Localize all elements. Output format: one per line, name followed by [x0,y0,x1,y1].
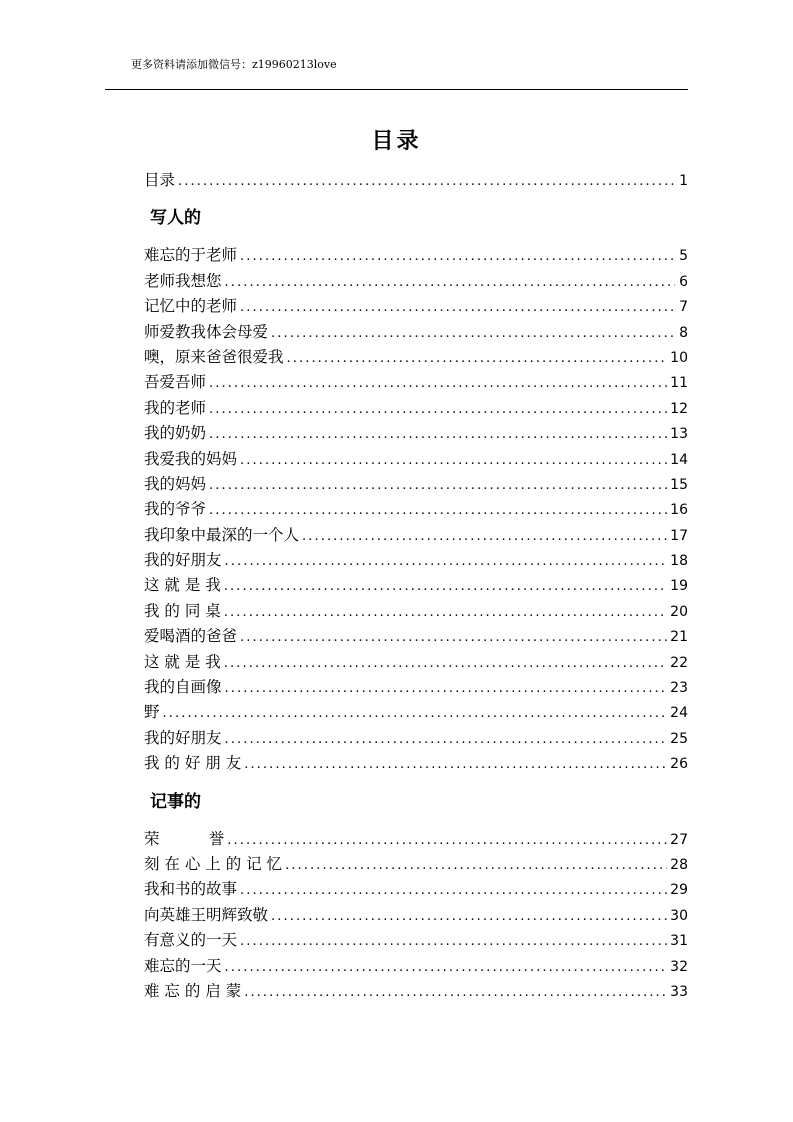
dot-leader [244,752,667,777]
toc-entry[interactable] [144,624,688,649]
dot-leader [209,498,667,523]
toc-entry-label: 我的奶奶 [144,424,207,443]
toc-entry-label: 我的妈妈 [144,474,207,493]
toc-entry-label: 噢，原来爸爸很爱我 [144,347,284,366]
toc-entry[interactable] [144,954,688,979]
toc-entry-page: 29 [670,882,688,899]
toc-entry-label: 我 的 同 桌 [144,601,221,620]
toc-entry-page: 22 [670,654,688,671]
toc-entry-label: 难 忘 的 启 蒙 [144,981,242,1000]
toc-entry-label: 这 就 是 我 [144,576,221,595]
dot-leader [178,169,675,194]
toc-entry-page: 23 [670,680,688,697]
toc-entry-page: 18 [670,553,688,570]
toc-entry-page: 30 [670,907,688,924]
toc-sections [144,193,688,1004]
dot-leader [302,524,667,549]
dot-leader [240,878,667,903]
toc-entry-page: 24 [670,705,688,722]
toc-entry-page: 5 [679,248,688,265]
toc-entry-label: 我的自画像 [144,678,222,697]
dot-leader [224,651,667,676]
toc-entry[interactable] [144,928,688,953]
toc-entry[interactable] [144,751,688,776]
dot-leader [285,853,667,878]
toc-entry-label: 荣 誉 [144,829,225,848]
toc-entry-label: 师爱教我体会母爱 [144,322,269,341]
toc-entry-label: 野 [144,703,160,722]
toc-entry[interactable] [144,168,688,193]
dot-leader [163,701,668,726]
dot-leader [240,295,675,320]
toc-entry-page: 32 [670,958,688,975]
toc-entry[interactable] [144,852,688,877]
toc-entry-page: 31 [670,933,688,950]
toc-entry[interactable] [144,979,688,1004]
toc-entry-label: 刻 在 心 上 的 记 忆 [144,854,283,873]
toc-entry-page: 15 [670,476,688,493]
header-note: 更多资料请添加微信号：z19960213love [131,58,337,71]
toc-entry-label: 我的爷爷 [144,500,207,519]
toc-entry[interactable] [144,573,688,598]
dot-leader [227,828,667,853]
toc-entry-label: 爱喝酒的爸爸 [144,627,238,646]
dot-leader [240,244,675,269]
toc-entry-page: 6 [679,273,688,290]
toc-entry[interactable] [144,396,688,421]
dot-leader [240,929,667,954]
dot-leader [240,448,667,473]
dot-leader [225,955,668,980]
toc-entry-page: 25 [670,730,688,747]
toc-entry[interactable] [144,827,688,852]
toc-entry-page: 14 [670,451,688,468]
toc-entry[interactable] [144,421,688,446]
toc-entry[interactable] [144,726,688,751]
toc-entry-page: 26 [670,756,688,773]
dot-leader [225,549,668,574]
toc-entry-page: 19 [670,578,688,595]
toc-entry[interactable] [144,497,688,522]
toc-entry-label: 我爱我的妈妈 [144,449,238,468]
toc-entry-label: 向英雄王明辉致敬 [144,905,269,924]
section-heading: 写人的 [150,208,201,229]
toc-entry-page: 8 [679,324,688,341]
toc-entry[interactable] [144,472,688,497]
dot-leader [209,473,667,498]
toc-entry[interactable] [144,370,688,395]
toc-entry[interactable] [144,243,688,268]
dot-leader [240,625,667,650]
toc-entry-page: 17 [670,527,688,544]
toc-entry[interactable] [144,269,688,294]
page-title: 目录 [371,129,422,154]
toc-entry[interactable] [144,903,688,928]
dot-leader [271,321,675,346]
dot-leader [225,727,668,752]
toc-entry-page: 28 [670,856,688,873]
toc-entry[interactable] [144,675,688,700]
dot-leader [209,397,667,422]
table-of-contents [144,168,688,1004]
toc-entry-label: 难忘的一天 [144,956,222,975]
toc-entry-label: 我的好朋友 [144,551,222,570]
toc-entry-label: 我和书的故事 [144,880,238,899]
dot-leader [209,422,667,447]
toc-entry[interactable] [144,447,688,472]
dot-leader [225,270,675,295]
dot-leader [224,574,667,599]
dot-leader [244,980,667,1005]
toc-entry-page: 11 [670,375,688,392]
toc-entry[interactable] [144,700,688,725]
toc-entry-page: 1 [679,173,688,189]
dot-leader [271,904,667,929]
header-divider [105,89,688,90]
toc-entry[interactable] [144,650,688,675]
toc-entry-label: 我印象中最深的一个人 [144,525,300,544]
toc-entry-label: 我的老师 [144,398,207,417]
toc-entry-page: 27 [670,831,688,848]
toc-entry-label: 有意义的一天 [144,931,238,950]
toc-entry-page: 21 [670,629,688,646]
toc-entry-label: 我 的 好 朋 友 [144,754,242,773]
toc-entry-page: 7 [679,299,688,316]
toc-entry[interactable] [144,523,688,548]
toc-entry-label: 我的好朋友 [144,728,222,747]
toc-entry[interactable] [144,345,688,370]
dot-leader [224,600,667,625]
toc-entry-page: 10 [670,349,688,366]
dot-leader [225,676,668,701]
toc-entry-label: 目录 [144,171,176,189]
toc-entry-page: 16 [670,502,688,519]
toc-entry[interactable] [144,294,688,319]
toc-entry[interactable] [144,599,688,624]
toc-entry-label: 难忘的于老师 [144,246,238,265]
toc-entry-label: 这 就 是 我 [144,652,221,671]
toc-entry-label: 记忆中的老师 [144,297,238,316]
dot-leader [209,371,667,396]
toc-entry-page: 12 [670,400,688,417]
toc-entry[interactable] [144,548,688,573]
toc-entry[interactable] [144,877,688,902]
section-heading: 记事的 [150,791,201,812]
toc-entry[interactable] [144,320,688,345]
toc-entry-label: 老师我想您 [144,271,222,290]
dot-leader [287,346,668,371]
toc-entry-label: 吾爱吾师 [144,373,207,392]
toc-entry-page: 20 [670,603,688,620]
toc-entry-page: 33 [670,983,688,1000]
toc-entry-page: 13 [670,426,688,443]
